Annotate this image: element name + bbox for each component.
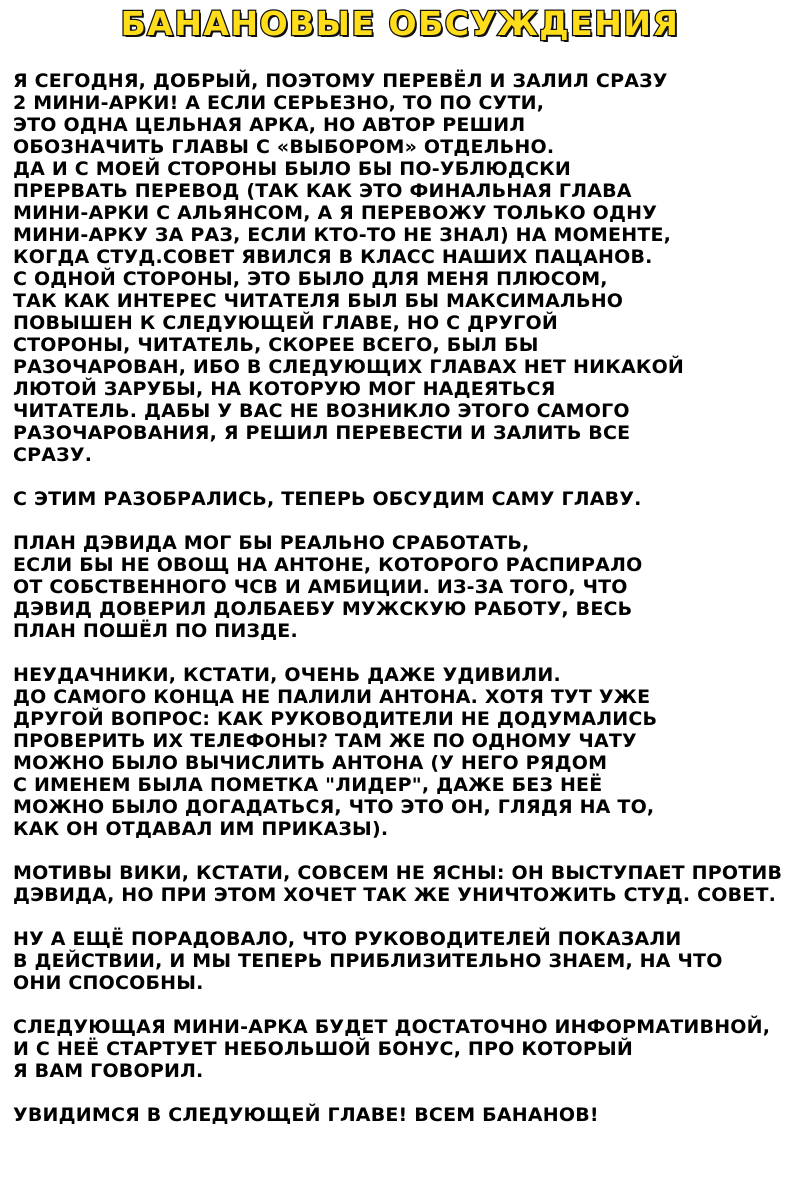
- text-line: ОНИ СПОСОБНЫ.: [13, 972, 204, 994]
- text-line: ЛЮТОЙ ЗАРУБЫ, НА КОТОРУЮ МОГ НАДЕЯТЬСЯ: [13, 378, 556, 400]
- text-line: ПРЕРВАТЬ ПЕРЕВОД (ТАК КАК ЭТО ФИНАЛЬНАЯ ГЛАВА: [13, 180, 632, 202]
- text-line: С ОДНОЙ СТОРОНЫ, ЭТО БЫЛО ДЛЯ МЕНЯ ПЛЮСОМ,: [13, 268, 608, 290]
- text-line: МОЖНО БЫЛО ВЫЧИСЛИТЬ АНТОНА (У НЕГО РЯДОМ: [13, 752, 608, 774]
- paragraph: [13, 862, 793, 906]
- text-line: СТОРОНЫ, ЧИТАТЕЛЬ, СКОРЕЕ ВСЕГО, БЫЛ БЫ: [13, 334, 539, 356]
- text-line: ПЛАН ДЭВИДА МОГ БЫ РЕАЛЬНО СРАБОТАТЬ,: [13, 532, 530, 554]
- text-line: В ДЕЙСТВИИ, И МЫ ТЕПЕРЬ ПРИБЛИЗИТЕЛЬНО ЗНАЕМ, НА ЧТО: [13, 950, 723, 972]
- text-line: СЛЕДУЮЩАЯ МИНИ-АРКА БУДЕТ ДОСТАТОЧНО ИНФОРМАТИВНОЙ,: [13, 1016, 771, 1038]
- paragraph: [13, 1104, 793, 1126]
- text-line: ДРУГОЙ ВОПРОС: КАК РУКОВОДИТЕЛИ НЕ ДОДУМАЛИСЬ: [13, 708, 658, 730]
- text-line: КАК ОН ОТДАВАЛ ИМ ПРИКАЗЫ).: [13, 818, 389, 840]
- text-line: РАЗОЧАРОВАН, ИБО В СЛЕДУЮЩИХ ГЛАВАХ НЕТ НИКАКОЙ: [13, 356, 685, 378]
- text-line: МОЖНО БЫЛО ДОГАДАТЬСЯ, ЧТО ЭТО ОН, ГЛЯДЯ НА ТО,: [13, 796, 655, 818]
- text-line: РАЗОЧАРОВАНИЯ, Я РЕШИЛ ПЕРЕВЕСТИ И ЗАЛИТЬ ВСЕ: [13, 422, 631, 444]
- text-line: ДЭВИД ДОВЕРИЛ ДОЛБАЕБУ МУЖСКУЮ РАБОТУ, ВЕСЬ: [13, 598, 633, 620]
- text-line: ПРОВЕРИТЬ ИХ ТЕЛЕФОНЫ? ТАМ ЖЕ ПО ОДНОМУ ЧАТУ: [13, 730, 637, 752]
- text-line: Я СЕГОДНЯ, ДОБРЫЙ, ПОЭТОМУ ПЕРЕВЁЛ И ЗАЛИЛ СРАЗУ: [13, 70, 668, 92]
- text-line: ОТ СОБСТВЕННОГО ЧСВ И АМБИЦИИ. ИЗ-ЗА ТОГО, ЧТО: [13, 576, 628, 598]
- paragraph: [13, 488, 793, 510]
- text-line: И С НЕЁ СТАРТУЕТ НЕБОЛЬШОЙ БОНУС, ПРО КОТОРЫЙ: [13, 1038, 634, 1060]
- text-line: МОТИВЫ ВИКИ, КСТАТИ, СОВСЕМ НЕ ЯСНЫ: ОН ВЫСТУПАЕТ ПРОТИВ: [13, 862, 783, 884]
- header: [0, 4, 800, 44]
- text-line: Я ВАМ ГОВОРИЛ.: [13, 1060, 204, 1082]
- paragraph: [13, 664, 793, 840]
- paragraph: [13, 70, 793, 466]
- text-line: ПОВЫШЕН К СЛЕДУЮЩЕЙ ГЛАВЕ, НО С ДРУГОЙ: [13, 312, 558, 334]
- text-line: СРАЗУ.: [13, 444, 93, 466]
- text-line: МИНИ-АРКУ ЗА РАЗ, ЕСЛИ КТО-ТО НЕ ЗНАЛ) НА МОМЕНТЕ,: [13, 224, 672, 246]
- text-line: ЭТО ОДНА ЦЕЛЬНАЯ АРКА, НО АВТОР РЕШИЛ: [13, 114, 526, 136]
- paragraph: [13, 928, 793, 994]
- text-line: 2 МИНИ-АРКИ! А ЕСЛИ СЕРЬЕЗНО, ТО ПО СУТИ,: [13, 92, 545, 114]
- text-line: ЕСЛИ БЫ НЕ ОВОЩ НА АНТОНЕ, КОТОРОГО РАСПИРАЛО: [13, 554, 643, 576]
- article-body: [13, 70, 793, 1148]
- paragraph: [13, 1016, 793, 1082]
- page-title: БАНАНОВЫЕ ОБСУЖДЕНИЯ: [120, 4, 680, 43]
- text-line: НЕУДАЧНИКИ, КСТАТИ, ОЧЕНЬ ДАЖЕ УДИВИЛИ.: [13, 664, 561, 686]
- text-line: ДЭВИДА, НО ПРИ ЭТОМ ХОЧЕТ ТАК ЖЕ УНИЧТОЖИТЬ СТУД. СОВЕТ.: [13, 884, 777, 906]
- text-line: ЧИТАТЕЛЬ. ДАБЫ У ВАС НЕ ВОЗНИКЛО ЭТОГО САМОГО: [13, 400, 630, 422]
- text-line: ПЛАН ПОШЁЛ ПО ПИЗДЕ.: [13, 620, 298, 642]
- text-line: КОГДА СТУД.СОВЕТ ЯВИЛСЯ В КЛАСС НАШИХ ПАЦАНОВ.: [13, 246, 653, 268]
- text-line: НУ А ЕЩЁ ПОРАДОВАЛО, ЧТО РУКОВОДИТЕЛЕЙ ПОКАЗАЛИ: [13, 928, 682, 950]
- text-line: УВИДИМСЯ В СЛЕДУЮЩЕЙ ГЛАВЕ! ВСЕМ БАНАНОВ!: [13, 1104, 599, 1126]
- text-line: ОБОЗНАЧИТЬ ГЛАВЫ С «ВЫБОРОМ» ОТДЕЛЬНО.: [13, 136, 555, 158]
- text-line: ДА И С МОЕЙ СТОРОНЫ БЫЛО БЫ ПО-УБЛЮДСКИ: [13, 158, 571, 180]
- text-line: ДО САМОГО КОНЦА НЕ ПАЛИЛИ АНТОНА. ХОТЯ ТУТ УЖЕ: [13, 686, 651, 708]
- text-line: С ЭТИМ РАЗОБРАЛИСЬ, ТЕПЕРЬ ОБСУДИМ САМУ ГЛАВУ.: [13, 488, 642, 510]
- text-line: ТАК КАК ИНТЕРЕС ЧИТАТЕЛЯ БЫЛ БЫ МАКСИМАЛЬНО: [13, 290, 624, 312]
- text-line: С ИМЕНЕМ БЫЛА ПОМЕТКА "ЛИДЕР", ДАЖЕ БЕЗ НЕЁ: [13, 774, 603, 796]
- text-line: МИНИ-АРКИ С АЛЬЯНСОМ, А Я ПЕРЕВОЖУ ТОЛЬКО ОДНУ: [13, 202, 658, 224]
- paragraph: [13, 532, 793, 642]
